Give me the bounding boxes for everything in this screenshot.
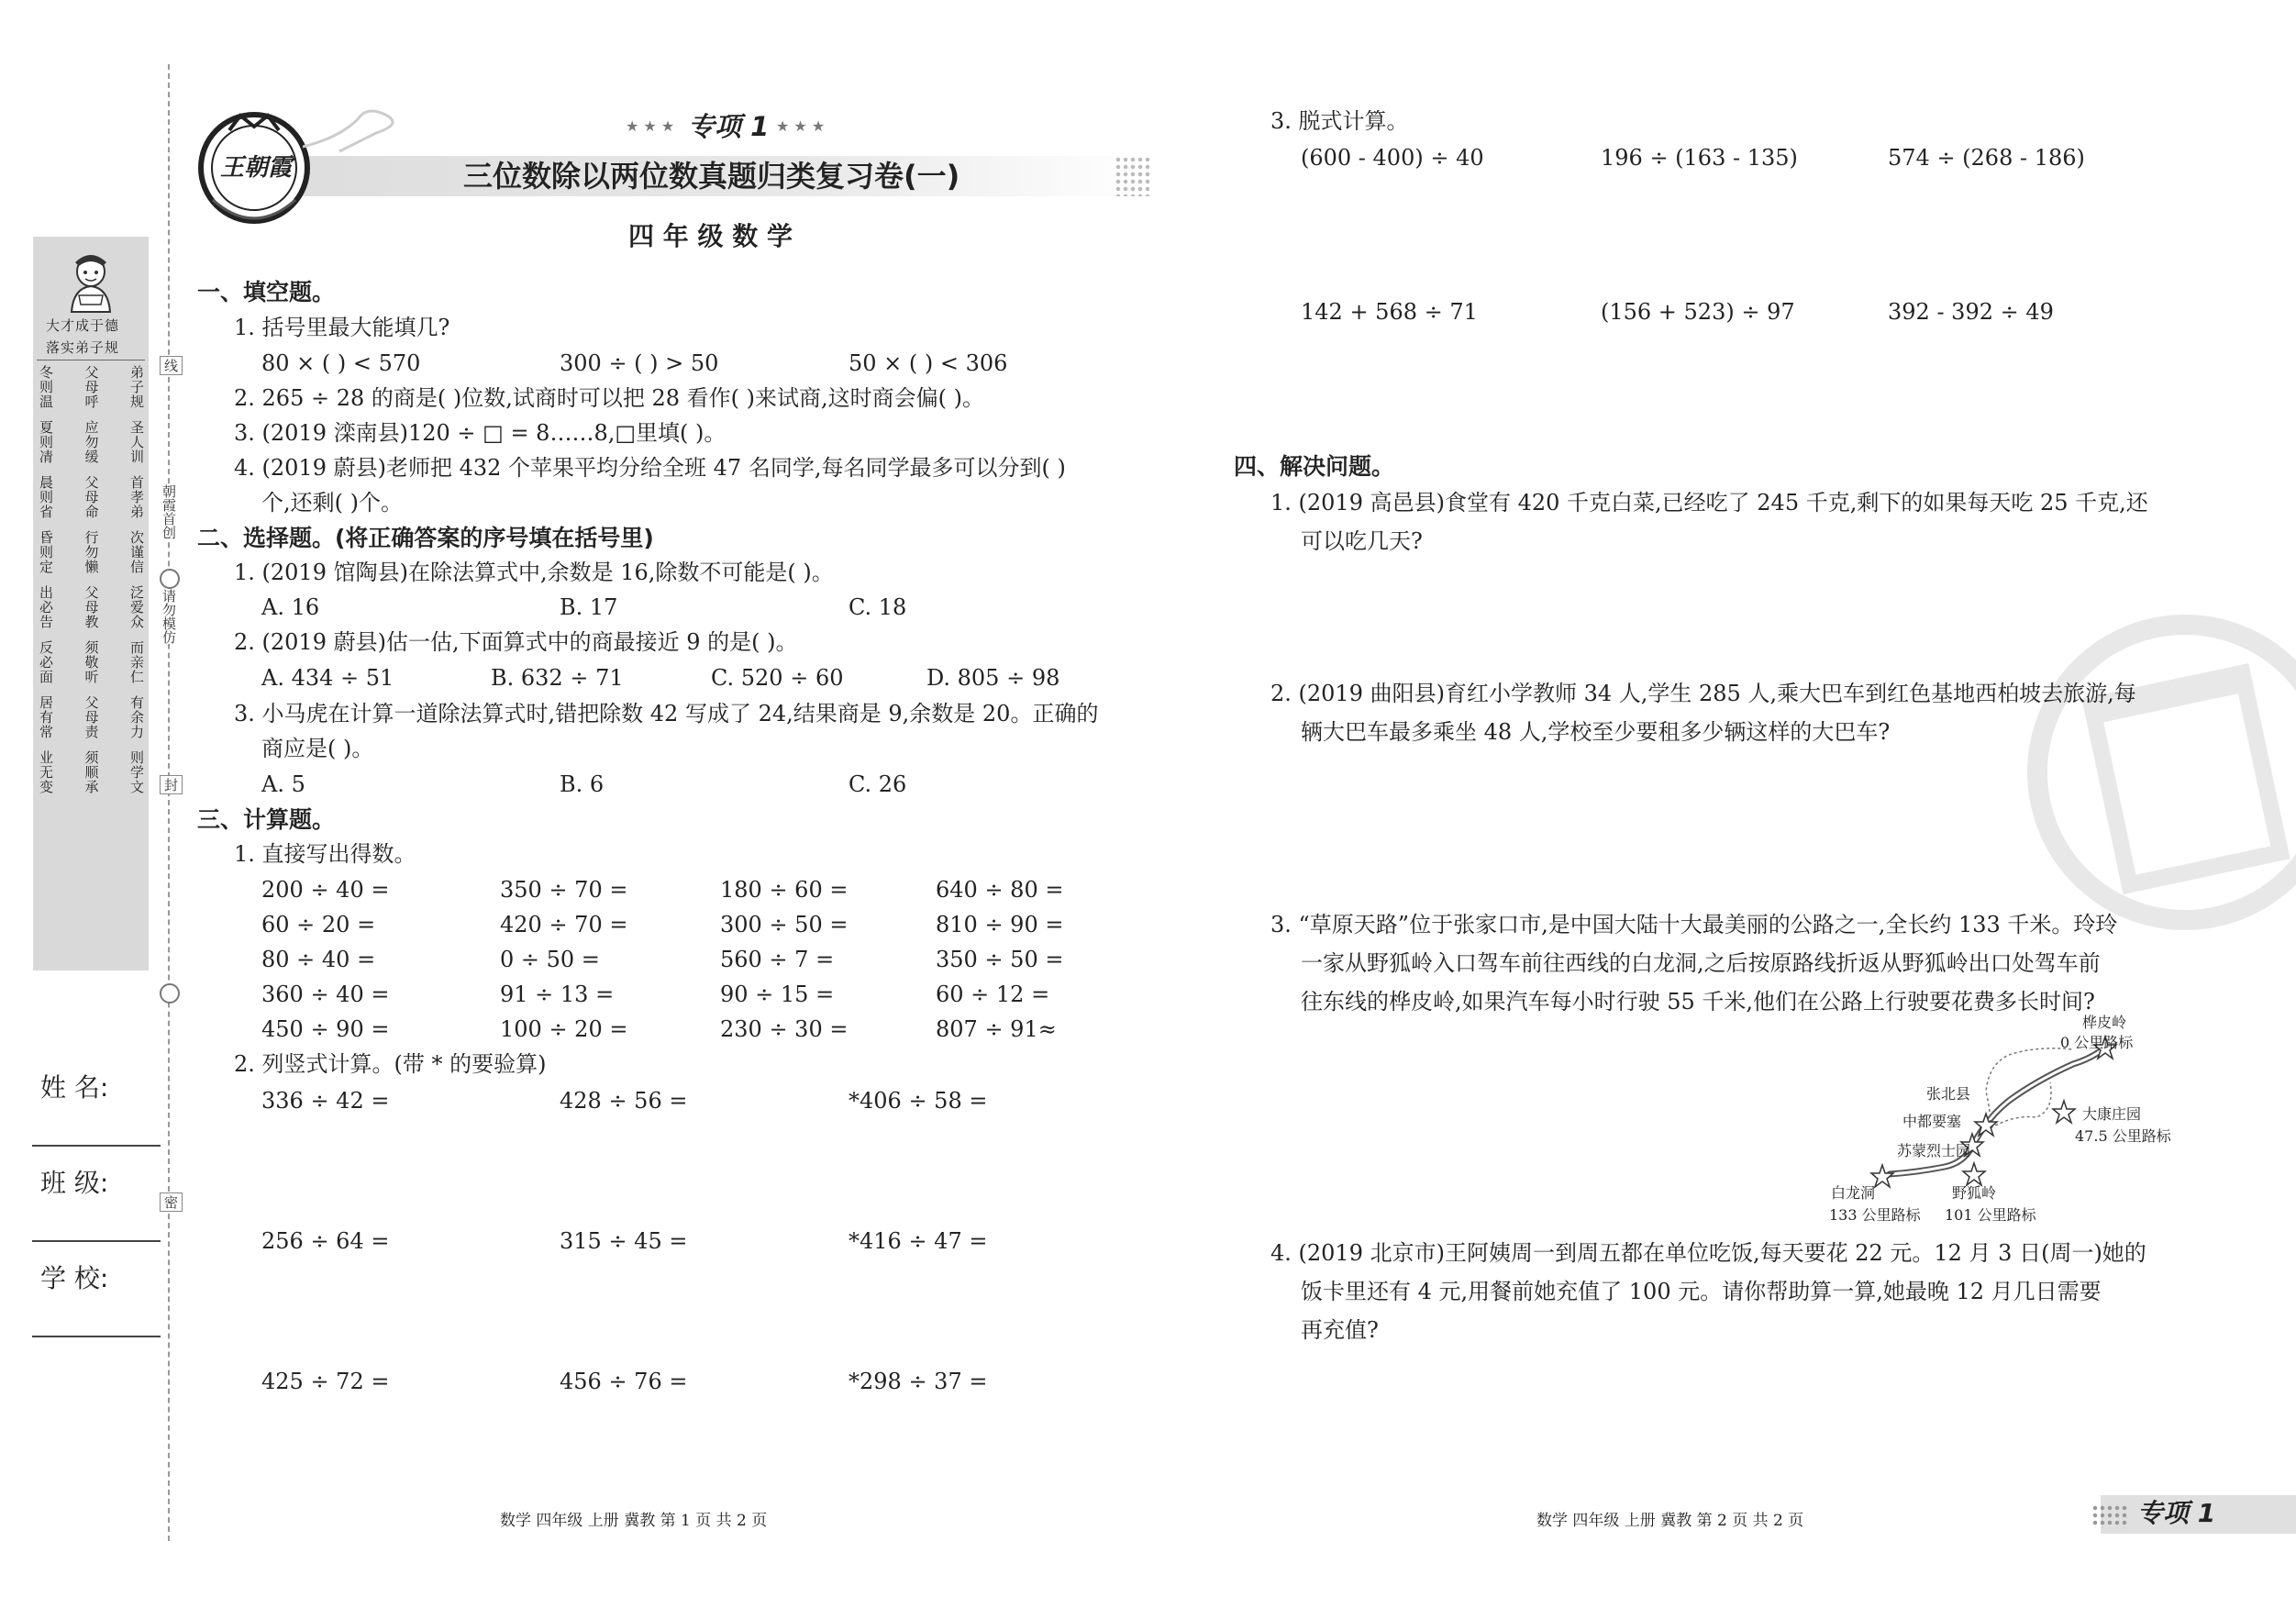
oral-calc[interactable]: 60 ÷ 12 =	[936, 981, 1050, 1007]
oral-calc[interactable]: 90 ÷ 15 =	[720, 981, 835, 1007]
stepwise-calc[interactable]: 574 ÷ (268 - 186)	[1888, 145, 2085, 171]
stepwise-calc[interactable]: 142 + 568 ÷ 71	[1301, 299, 1478, 325]
oral-calc[interactable]: 450 ÷ 90 =	[261, 1016, 390, 1042]
stars-right: ★ ★ ★	[776, 117, 826, 135]
section2-heading: 二、选择题。(将正确答案的序号填在括号里)	[197, 525, 654, 551]
stepwise-calc[interactable]: (156 + 523) ÷ 97	[1601, 299, 1795, 325]
question-1-3[interactable]: 3. (2019 滦南县)120 ÷ □ = 8……8,□里填( )。	[234, 420, 727, 446]
motto-row	[39, 750, 143, 794]
vertical-calc[interactable]: 315 ÷ 45 =	[560, 1228, 688, 1254]
map-label: 101 公里路标	[1945, 1206, 2036, 1224]
school-field[interactable]	[32, 1336, 161, 1337]
oral-calc[interactable]: 100 ÷ 20 =	[500, 1016, 628, 1042]
problem-3-cont: 一家从野狐岭入口驾车前往西线的白龙洞,之后按原路线折返从野狐岭出口处驾车前	[1301, 950, 2101, 976]
section4-heading: 四、解决问题。	[1234, 453, 1395, 480]
option[interactable]: C. 26	[849, 771, 907, 797]
motto-text: 居有常	[38, 695, 54, 739]
map-label: 张北县	[1926, 1085, 1971, 1103]
problem-4-cont: 饭卡里还有 4 元,用餐前她充值了 100 元。请你帮助算一算,她最晚 12 月几日需要	[1301, 1279, 2102, 1304]
vertical-calc[interactable]: *416 ÷ 47 =	[849, 1228, 988, 1254]
question-2-1[interactable]: 1. (2019 馆陶县)在除法算式中,余数是 16,除数不可能是( )。	[234, 560, 834, 585]
stepwise-calc[interactable]: 392 - 392 ÷ 49	[1888, 299, 2054, 325]
special-label: 专项 1	[688, 111, 770, 142]
page-subtitle: 四 年 级 数 学	[628, 221, 793, 251]
stepwise-calc[interactable]: (600 - 400) ÷ 40	[1301, 145, 1484, 171]
motto-text: 而亲仁	[128, 640, 145, 684]
option[interactable]: A. 16	[261, 594, 320, 620]
binding-line	[168, 64, 170, 1541]
motto-text: 则学文	[128, 750, 145, 794]
vertical-calc[interactable]: 428 ÷ 56 =	[560, 1088, 688, 1114]
question-3-3: 3. 脱式计算。	[1270, 108, 1409, 134]
problem-2-cont: 辆大巴车最多乘坐 48 人,学校至少要租多少辆这样的大巴车?	[1301, 719, 1891, 745]
motto-text: 冬则温	[38, 365, 54, 409]
question-3-1: 1. 直接写出得数。	[234, 841, 416, 867]
problem-4-cont: 再充值?	[1301, 1317, 1379, 1343]
motto-text: 父母责	[83, 695, 100, 739]
motto-text: 昏则定	[38, 530, 54, 574]
map-label: 47.5 公里路标	[2075, 1127, 2171, 1145]
motto-text: 业无变	[38, 750, 54, 794]
motto-text: 有余力	[128, 695, 145, 739]
map-label: 133 公里路标	[1829, 1206, 1921, 1224]
motto-text: 应勿缓	[83, 420, 100, 464]
question-1-4-cont[interactable]: 个,还剩( )个。	[261, 490, 403, 516]
vertical-calc[interactable]: *406 ÷ 58 =	[849, 1088, 988, 1114]
oral-calc[interactable]: 60 ÷ 20 =	[261, 912, 376, 937]
section3-heading: 三、计算题。	[197, 806, 336, 833]
vertical-calc[interactable]: *298 ÷ 37 =	[849, 1369, 988, 1394]
motto-text: 夏则凊	[38, 420, 54, 464]
page-title: 三位数除以两位数真题归类复习卷(一)	[463, 159, 960, 194]
footer-right: 数学 四年级 上册 冀教 第 2 页 共 2 页	[1536, 1512, 1804, 1530]
footer-tag-pattern	[2091, 1504, 2128, 1528]
class-field[interactable]	[32, 1240, 161, 1242]
fill-item[interactable]: 300 ÷ ( ) > 50	[560, 350, 719, 376]
question-1-4[interactable]: 4. (2019 蔚县)老师把 432 个苹果平均分给全班 47 名同学,每名同学最多可以分到( )	[234, 455, 1066, 481]
option[interactable]: C. 18	[849, 594, 907, 620]
map-label: 苏蒙烈士园	[1897, 1142, 1971, 1159]
motto-row	[39, 640, 143, 684]
binding-mark-secret: 密	[160, 1192, 183, 1212]
name-field[interactable]	[32, 1145, 161, 1147]
motto-text: 须顺承	[83, 750, 100, 794]
fill-item[interactable]: 80 × ( ) < 570	[261, 350, 421, 376]
footer-tag: 专项 1	[2137, 1498, 2216, 1528]
stars-left: ★ ★ ★	[626, 117, 675, 135]
question-2-3-cont[interactable]: 商应是( )。	[261, 736, 374, 761]
option[interactable]: B. 17	[560, 594, 618, 620]
motto-text: 晨则省	[38, 475, 54, 519]
option[interactable]: A. 5	[261, 771, 305, 797]
problem-4: 4. (2019 北京市)王阿姨周一到周五都在单位吃饭,每天要花 22 元。12 月 3 日(周一)她的	[1270, 1240, 2146, 1266]
oral-calc[interactable]: 360 ÷ 40 =	[261, 981, 390, 1007]
logo-text: 王朝霞	[220, 154, 293, 182]
motto-text: 次谨信	[128, 530, 145, 574]
map-star-icon	[1963, 1163, 1985, 1185]
motto-text: 出必告	[38, 585, 54, 629]
stepwise-calc[interactable]: 196 ÷ (163 - 135)	[1601, 145, 1798, 171]
oral-calc[interactable]: 560 ÷ 7 =	[720, 947, 835, 972]
motto-row	[39, 365, 143, 409]
question-2-3: 3. 小马虎在计算一道除法算式时,错把除数 42 写成了 24,结果商是 9,余数是 20。正确的	[234, 701, 1099, 726]
route-map	[1816, 1009, 2202, 1229]
option[interactable]: B. 632 ÷ 71	[491, 665, 624, 691]
problem-1-cont: 可以吃几天?	[1301, 528, 1423, 554]
option[interactable]: C. 520 ÷ 60	[711, 665, 844, 691]
motto-row	[39, 530, 143, 574]
binding-mark-seal: 封	[160, 775, 183, 794]
motto-text: 父母命	[83, 475, 100, 519]
oral-calc[interactable]: 200 ÷ 40 =	[261, 877, 390, 903]
oral-calc[interactable]: 300 ÷ 50 =	[720, 912, 849, 937]
footer-left: 数学 四年级 上册 冀教 第 1 页 共 2 页	[500, 1512, 768, 1530]
motto-text: 须敬听	[83, 640, 100, 684]
motto-text: 父母教	[83, 585, 100, 629]
question-1-1: 1. 括号里最大能填几?	[234, 315, 450, 340]
oral-calc[interactable]: 91 ÷ 13 =	[500, 981, 615, 1007]
option[interactable]: B. 6	[560, 771, 605, 797]
motto-text: 弟子规	[128, 365, 145, 409]
vertical-calc[interactable]: 456 ÷ 76 =	[560, 1369, 688, 1394]
sidebar-caption-1: 大才成于德	[46, 317, 120, 334]
map-label: 野狐岭	[1952, 1184, 1997, 1202]
motto-row	[39, 585, 143, 629]
motto-row	[39, 475, 143, 519]
binding-hole-icon	[160, 569, 180, 589]
binding-mark-line: 线	[160, 356, 183, 375]
title-band-pattern	[1115, 156, 1151, 196]
fill-item[interactable]: 50 × ( ) < 306	[849, 350, 1008, 376]
map-label: 桦皮岭	[2082, 1014, 2127, 1031]
map-label: 0 公里路标	[2060, 1034, 2134, 1051]
binding-note-2: 请勿模仿	[161, 589, 177, 644]
oral-calc[interactable]: 420 ÷ 70 =	[500, 912, 628, 937]
problem-1: 1. (2019 高邑县)食堂有 420 千克白菜,已经吃了 245 千克,剩下的如果每天吃 25 千克,还	[1270, 490, 2148, 516]
question-1-2[interactable]: 2. 265 ÷ 28 的商是( )位数,试商时可以把 28 看作( )来试商,这时商会偏( )。	[234, 385, 984, 411]
oral-calc[interactable]: 350 ÷ 50 =	[936, 947, 1064, 972]
motto-panel	[33, 237, 149, 970]
map-label: 白龙洞	[1831, 1184, 1876, 1202]
map-label: 大康庄园	[2082, 1105, 2142, 1123]
oral-calc[interactable]: 230 ÷ 30 =	[720, 1016, 849, 1042]
oral-calc[interactable]: 0 ÷ 50 =	[500, 947, 600, 972]
sidebar-caption-2: 落实弟子规	[46, 339, 120, 356]
motto-text: 首孝弟	[128, 475, 145, 519]
scholar-illustration	[61, 250, 121, 314]
motto-text: 父母呼	[83, 365, 100, 409]
motto-row	[39, 420, 143, 464]
motto-list	[39, 365, 143, 794]
class-label: 班 级:	[40, 1168, 109, 1198]
oral-calc[interactable]: 80 ÷ 40 =	[261, 947, 376, 972]
motto-text: 泛爱众	[128, 585, 145, 629]
motto-text: 反必面	[38, 640, 54, 684]
vertical-calc[interactable]: 425 ÷ 72 =	[261, 1369, 390, 1394]
motto-text: 圣人训	[128, 420, 145, 464]
question-3-2: 2. 列竖式计算。(带 * 的要验算)	[234, 1051, 547, 1077]
option[interactable]: A. 434 ÷ 51	[261, 665, 394, 691]
problem-3: 3. “草原天路”位于张家口市,是中国大陆十大最美丽的公路之一,全长约 133 千米。玲玲	[1270, 912, 2118, 937]
oral-calc[interactable]: 807 ÷ 91≈	[936, 1016, 1057, 1042]
vertical-calc[interactable]: 336 ÷ 42 =	[261, 1088, 390, 1114]
name-label: 姓 名:	[40, 1072, 109, 1103]
problem-3-cont: 往东线的桦皮岭,如果汽车每小时行驶 55 千米,他们在公路上行驶要花费多长时间?	[1301, 989, 2095, 1015]
oral-calc[interactable]: 810 ÷ 90 =	[936, 912, 1064, 937]
map-star-icon	[2053, 1101, 2075, 1123]
oral-calc[interactable]: 640 ÷ 80 =	[936, 877, 1064, 903]
oral-calc[interactable]: 350 ÷ 70 =	[500, 877, 628, 903]
map-label: 中都要塞	[1902, 1113, 1962, 1130]
binding-hole-icon	[160, 983, 180, 1004]
option[interactable]: D. 805 ÷ 98	[926, 665, 1060, 691]
section1-heading: 一、填空题。	[197, 279, 336, 305]
motto-text: 行勿懒	[83, 530, 100, 574]
problem-2: 2. (2019 曲阳县)育红小学教师 34 人,学生 285 人,乘大巴车到红色基地西柏坡去旅游,每	[1270, 681, 2136, 706]
ribbon-decoration	[303, 101, 413, 156]
motto-row	[39, 695, 143, 739]
question-2-2[interactable]: 2. (2019 蔚县)估一估,下面算式中的商最接近 9 的是( )。	[234, 629, 798, 655]
vertical-calc[interactable]: 256 ÷ 64 =	[261, 1228, 390, 1254]
oral-calc[interactable]: 180 ÷ 60 =	[720, 877, 849, 903]
school-label: 学 校:	[40, 1263, 109, 1293]
binding-note-1: 朝霞首创	[161, 484, 177, 539]
